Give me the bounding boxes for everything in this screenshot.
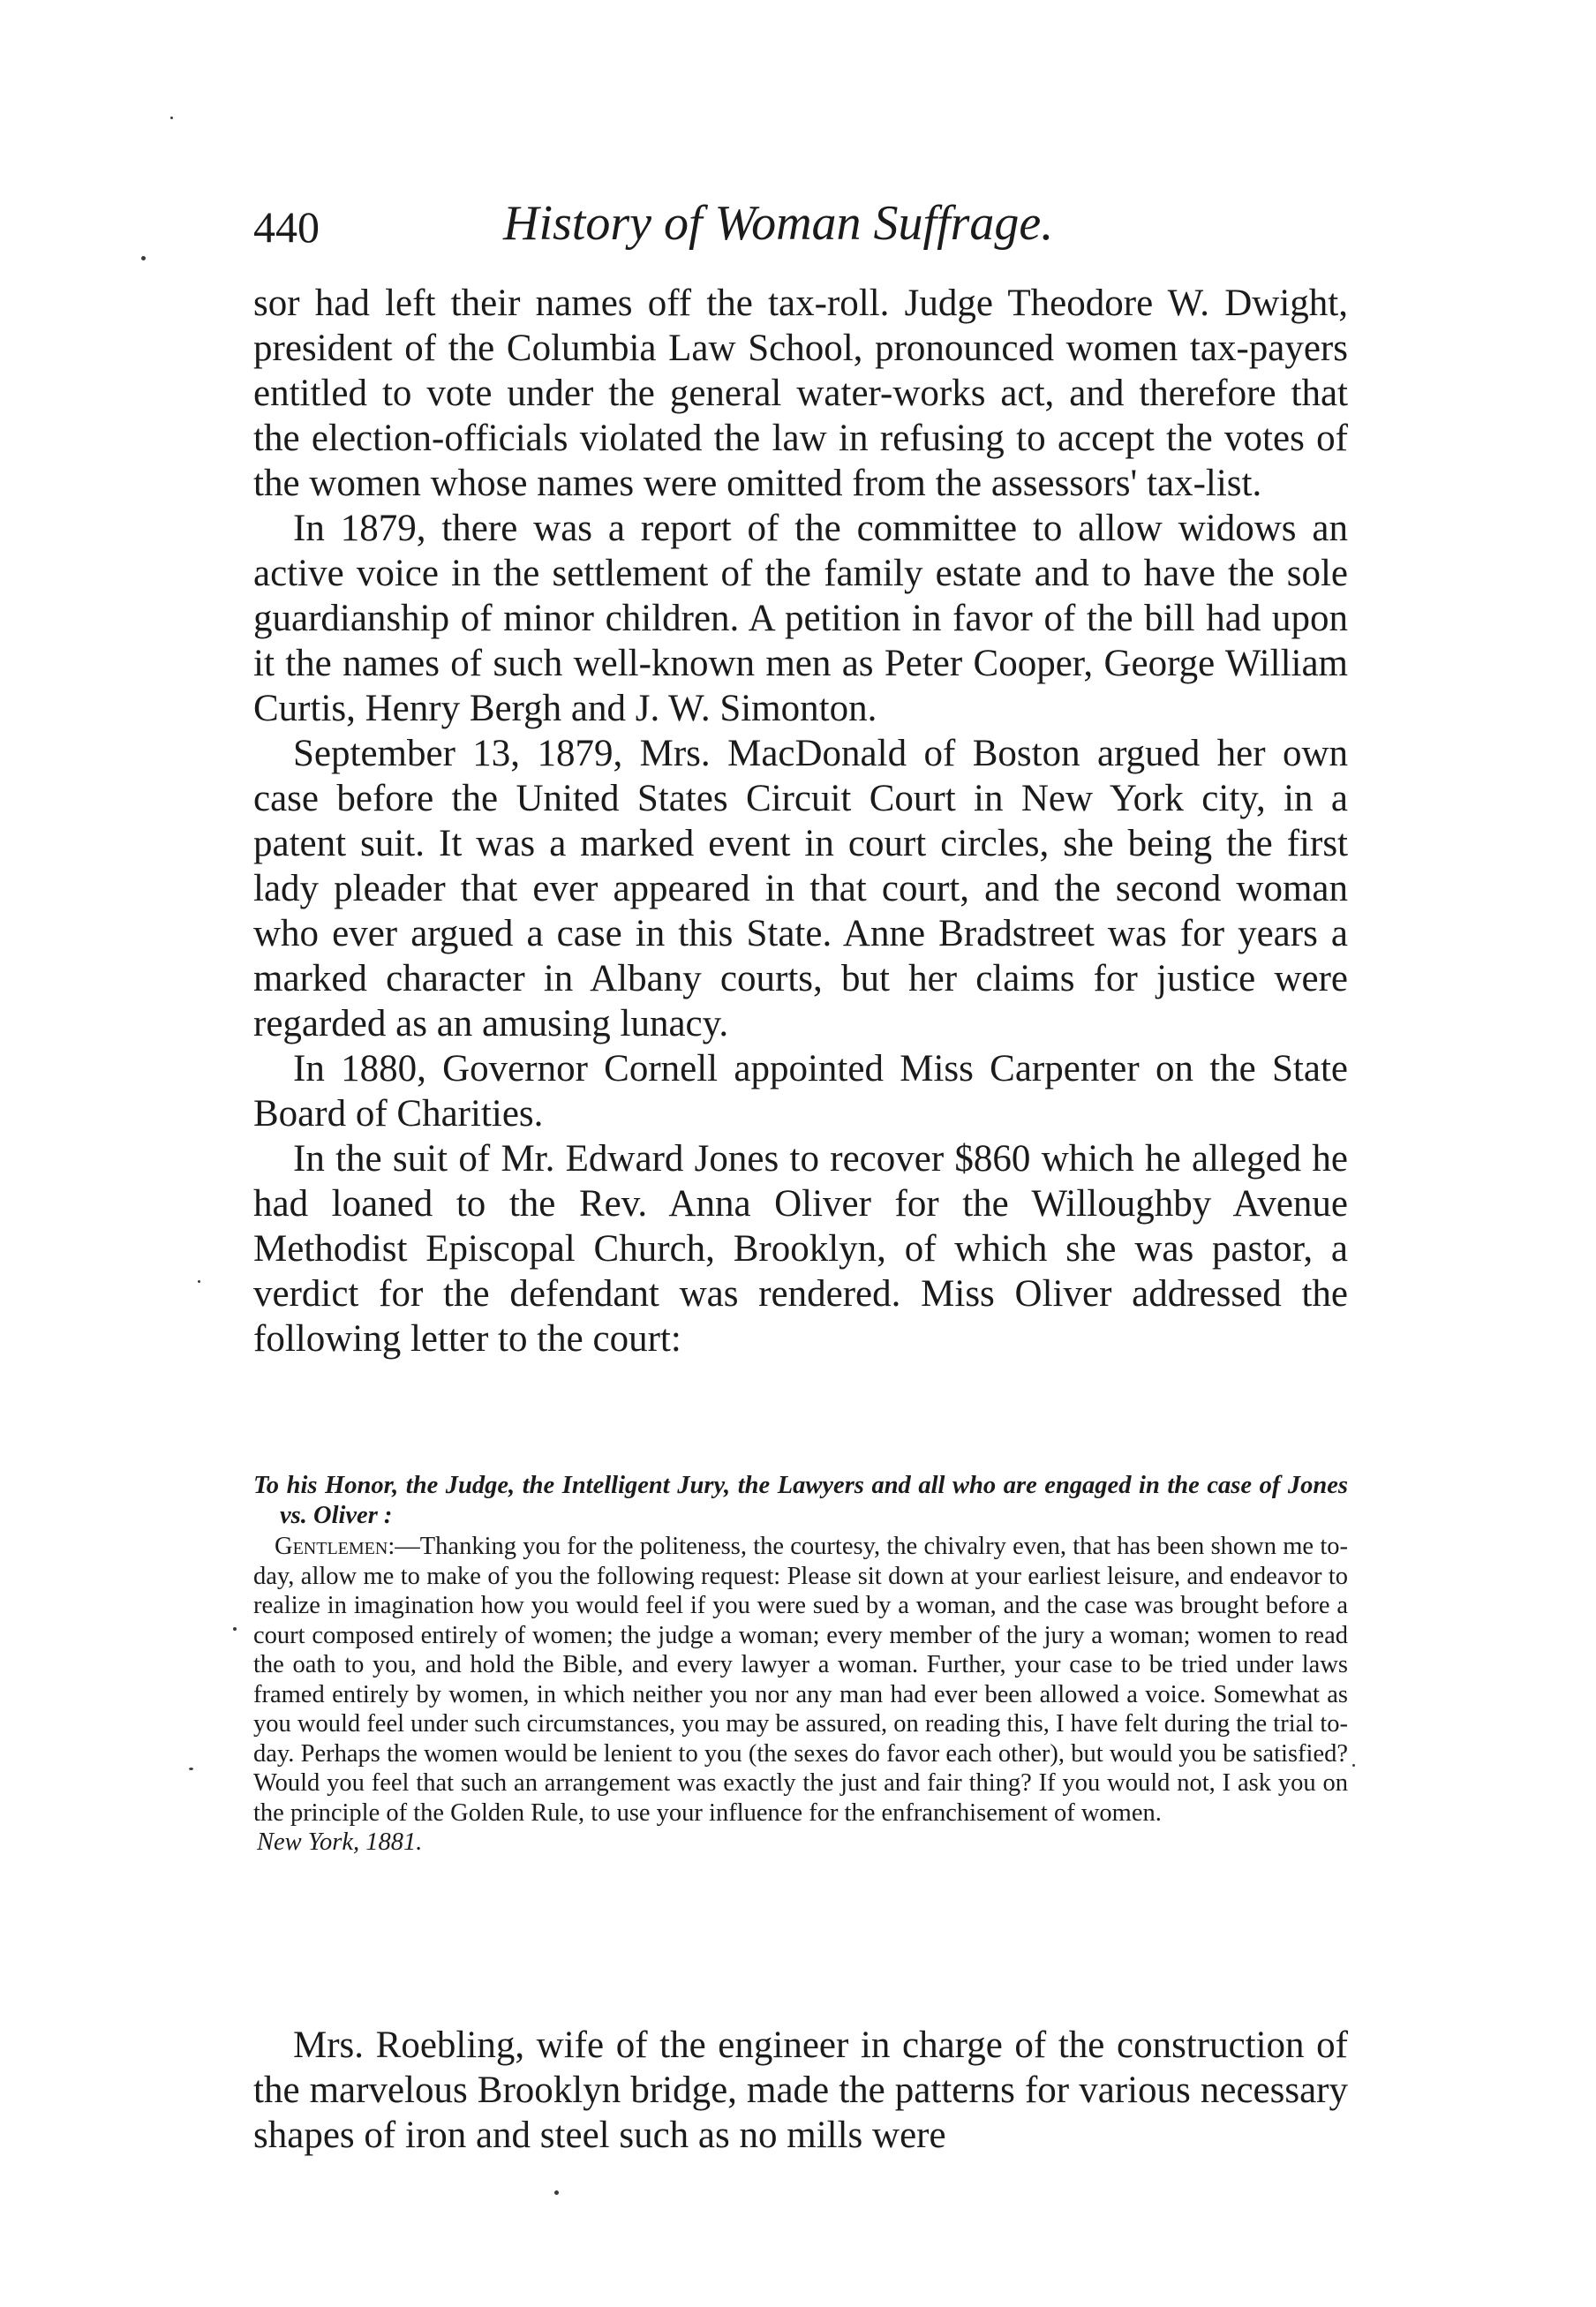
book-title: History of Woman Suffrage. [503, 196, 1054, 251]
print-speck [189, 1768, 193, 1770]
paragraph: In 1880, Governor Cornell appointed Miss Carpenter on the State Board of Charities. [253, 1048, 1348, 1135]
letter-address: To his Honor, the Judge, the Intelligent Jury, the Lawyers and all who are engaged in the case of Jones vs. Oliver : [253, 1472, 1348, 1529]
page-number: 440 [253, 202, 320, 252]
letter-dateline: New York, 1881. [257, 1828, 423, 1856]
main-text [253, 281, 1348, 1361]
paragraph: September 13, 1879, Mrs. MacDonald of Boston argued her own case before the United States Circuit Court in New York city, in a patent suit. It was a marked event in court circles, she being the first lady pleader that ever appeared in that court, and the second woman who ever argued a case in this State. Anne Bradstreet was for years a marked character in Albany courts, but her claims for justice were regarded as an amusing lunacy. [253, 733, 1348, 1044]
quoted-letter [253, 1471, 1348, 1858]
print-speck [1352, 1764, 1355, 1767]
print-speck [554, 2190, 559, 2195]
paragraph: Mrs. Roebling, wife of the engineer in charge of the construction of the marvelous Brooklyn bridge, made the patterns for various necessary shapes of iron and steel such as no mills were [253, 2024, 1348, 2156]
letter-body: :—Thanking you for the politeness, the courtesy, the chivalry even, that has been shown me to-day, allow me to make of you the following request: Please sit down at your earliest leisure, and endeavor to realize in imagination how you would feel if you were sued by a woman, and the case was brought before a court composed entirely of women; the judge a woman; every member of the jury a woman; women to read the oath to you, and hold the Bible, and every lawyer a woman. Further, your case to be tried under laws framed entirely by women, in which neither you nor any man had ever been allowed a voice. Somewhat as you would feel under such circumstances, you may be assured, on reading this, I have felt during the trial to-day. Perhaps the women would be lenient to you (the sexes do favor each other), but would you be satisfied? Would you feel that such an arrangement was exactly the just and fair thing? If you would not, I ask you on the principle of the Golden Rule, to use your influence for the enfranchisement of women. [253, 1533, 1348, 1827]
paragraph: In the suit of Mr. Edward Jones to recover $860 which he alleged he had loaned to the Rev. Anna Oliver for the Willoughby Avenue Methodist Episcopal Church, Brooklyn, of which she was pastor, a verdict for the defendant was rendered. Miss Oliver addressed the following letter to the court: [253, 1138, 1348, 1360]
print-speck [141, 256, 146, 260]
print-speck [198, 1280, 200, 1283]
letter-salutation: Gentlemen [275, 1533, 388, 1560]
print-speck [233, 1627, 237, 1631]
paragraph: sor had left their names off the tax-roll. Judge Theodore W. Dwight, president of the Columbia Law School, pronounced women tax-payers entitled to vote under the general water-works act, and therefore that the election-officials violated the law in refusing to accept the votes of the women whose names were omitted from the assessors' tax-list. [253, 283, 1348, 504]
paragraph: In 1879, there was a report of the committee to allow widows an active voice in the settlement of the family estate and to have the sole guardianship of minor children. A petition in favor of the bill had upon it the names of such well-known men as Peter Cooper, George William Curtis, Henry Bergh and J. W. Simonton. [253, 508, 1348, 729]
closing-text [253, 2023, 1348, 2158]
running-head [253, 192, 1348, 263]
print-speck [170, 117, 173, 119]
letter-body-paragraph [253, 1532, 1348, 1828]
